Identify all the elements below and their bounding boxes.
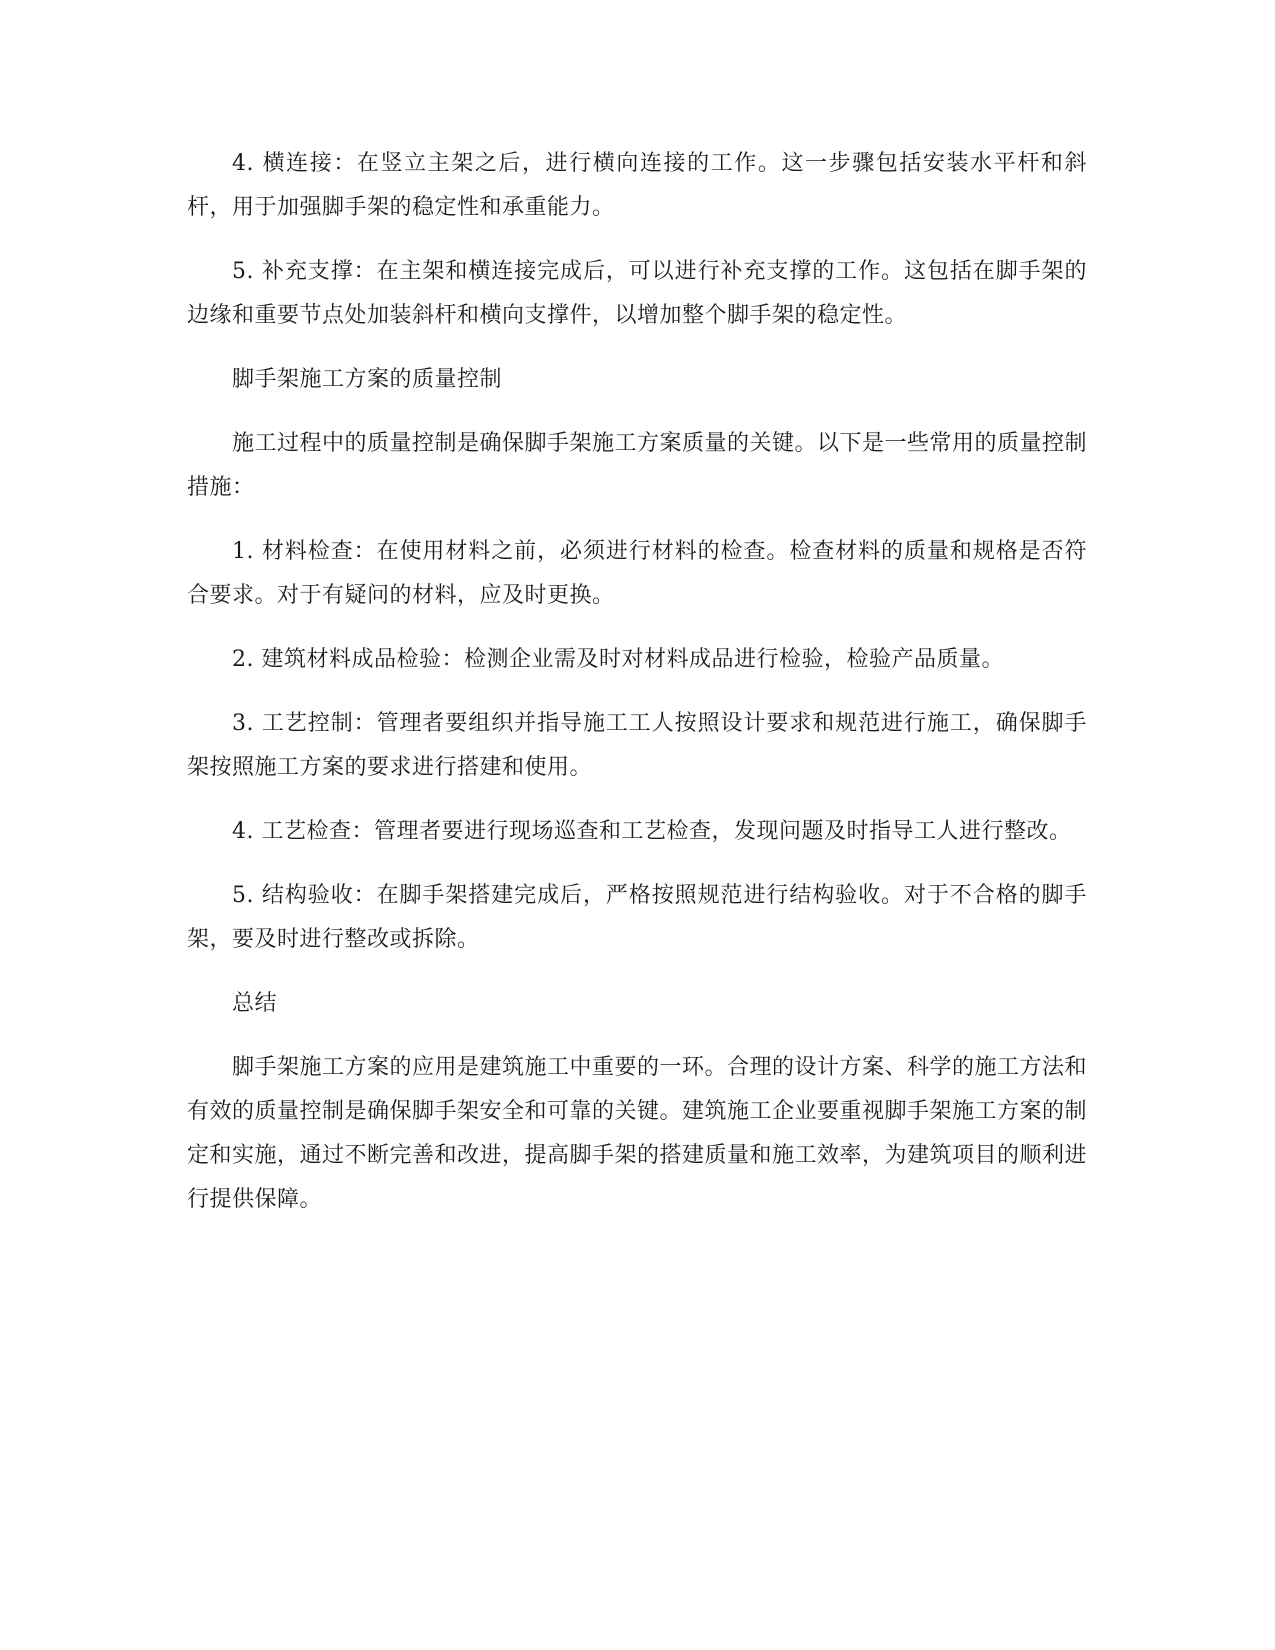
paragraph-material-inspection: 1. 材料检查：在使用材料之前，必须进行材料的检查。检查材料的质量和规格是否符合要求。对于有疑问的材料，应及时更换。 [187, 539, 1087, 608]
paragraph-summary: 脚手架施工方案的应用是建筑施工中重要的一环。合理的设计方案、科学的施工方法和有效的质量控制是确保脚手架安全和可靠的关键。建筑施工企业要重视脚手架施工方案的制定和实施，通过不断完善和改进，提高脚手架的搭建质量和施工效率，为建筑项目的顺利进行提供保障。 [187, 1055, 1088, 1212]
paragraph-finished-product-testing: 2. 建筑材料成品检验：检测企业需及时对材料成品进行检验，检验产品质量。 [232, 647, 1004, 672]
section-heading-quality-control: 脚手架施工方案的质量控制 [232, 367, 503, 392]
section-heading-summary: 总结 [232, 991, 278, 1016]
paragraph-step4-horizontal-connection: 4. 横连接：在竖立主架之后，进行横向连接的工作。这一步骤包括安装水平杆和斜杆，用于加强脚手架的稳定性和承重能力。 [187, 151, 1087, 220]
paragraph-quality-control-intro: 施工过程中的质量控制是确保脚手架施工方案质量的关键。以下是一些常用的质量控制措施： [187, 431, 1088, 500]
paragraph-step5-supplementary-support: 5. 补充支撑：在主架和横连接完成后，可以进行补充支撑的工作。这包括在脚手架的边缘和重要节点处加装斜杆和横向支撑件，以增加整个脚手架的稳定性。 [187, 259, 1087, 328]
paragraph-process-inspection: 4. 工艺检查：管理者要进行现场巡查和工艺检查，发现问题及时指导工人进行整改。 [232, 819, 1072, 844]
document-body [187, 142, 1087, 1242]
paragraph-process-control: 3. 工艺控制：管理者要组织并指导施工工人按照设计要求和规范进行施工，确保脚手架按照施工方案的要求进行搭建和使用。 [187, 711, 1087, 780]
paragraph-structural-acceptance: 5. 结构验收：在脚手架搭建完成后，严格按照规范进行结构验收。对于不合格的脚手架，要及时进行整改或拆除。 [187, 883, 1087, 952]
